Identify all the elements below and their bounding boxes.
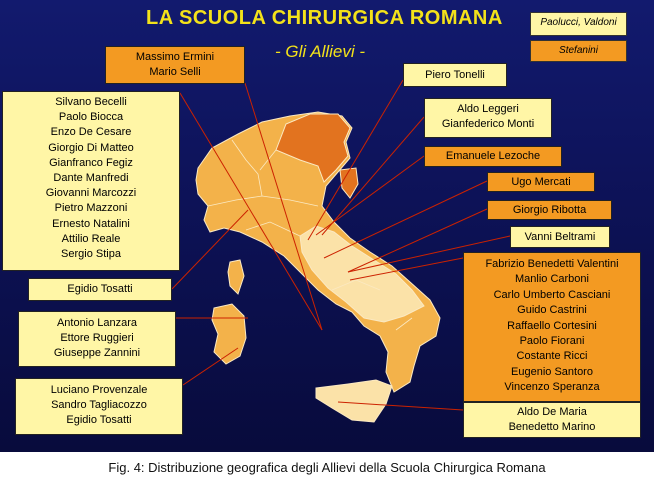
student-name: Luciano Provenzale [50,384,148,396]
istria [340,168,358,198]
student-name: Dante Manfredi [53,172,129,185]
student-name: Vanni Beltrami [524,231,596,243]
figure-caption: Fig. 4: Distribuzione geografica degli Allievi della Scuola Chirurgica Romana [108,460,546,475]
author-badge-paolucci-valdoni: Paolucci, Valdoni [530,12,627,36]
student-name: Antonio Lanzara [56,317,138,329]
box-tosatti-north [28,278,172,301]
box-provenzale [15,378,183,435]
student-name: Manlio Carboni [515,273,589,286]
student-name: Ernesto Natalini [52,217,130,230]
student-name: Giorgio Di Matteo [48,141,134,154]
student-name: Vincenzo Speranza [504,381,600,394]
box-beltrami [510,226,610,248]
corsica [228,260,244,294]
student-name: Gianfranco Fegiz [49,156,133,169]
student-name: Paolo Fiorani [519,335,585,348]
student-name: Costante Ricci [516,350,588,363]
student-name: Aldo Leggeri [457,103,519,115]
slide-subtitle: - Gli Allievi - [275,42,366,61]
student-name: Egidio Tosatti [67,283,133,295]
student-name: Ugo Mercati [511,176,571,188]
student-name: Benedetto Marino [508,421,596,434]
sicily [316,380,392,422]
student-name: Mario Selli [149,66,201,79]
box-tonelli [403,63,507,87]
student-name: Piero Tonelli [425,69,485,81]
box-lezoche [424,146,562,167]
student-name: Paolo Biocca [58,111,124,124]
student-name: Sandro Tagliacozzo [51,399,147,412]
italy-regions [196,112,440,422]
student-name: Giovanni Marcozzi [45,187,137,200]
student-name: Carlo Umberto Casciani [493,288,611,301]
box-lanzara [18,311,176,367]
box-demaria [463,402,641,438]
box-north-list [2,91,180,271]
student-name: Sergio Stipa [61,248,121,261]
student-name: Giuseppe Zannini [53,347,141,360]
student-name: Egidio Tosatti [66,414,132,427]
student-name: Guido Castrini [517,304,587,317]
student-name: Raffaello Cortesini [507,319,597,332]
student-name: Fabrizio Benedetti Valentini [485,258,619,270]
student-name: Attilio Reale [61,232,121,245]
student-name: Ettore Ruggieri [60,332,134,345]
student-name: Aldo De Maria [517,406,587,418]
student-name: Silvano Becelli [55,96,127,108]
student-name: Enzo De Cesare [50,126,132,139]
sardinia [212,304,246,364]
box-friuli [105,46,245,84]
author-badge-stefanini: Stefanini [530,40,627,62]
box-south-list [463,252,641,402]
student-name: Eugenio Santoro [511,365,593,378]
box-leggeri [424,98,552,138]
student-name: Emanuele Lezoche [445,150,541,162]
student-name: Pietro Mazzoni [54,202,128,215]
slide-title: LA SCUOLA CHIRURGICA ROMANA [146,7,503,29]
student-name: Giorgio Ribotta [512,204,587,216]
box-ribotta [487,200,612,220]
student-name: Massimo Ermini [135,51,215,63]
student-name: Gianfederico Monti [441,118,535,131]
box-mercati [487,172,595,192]
